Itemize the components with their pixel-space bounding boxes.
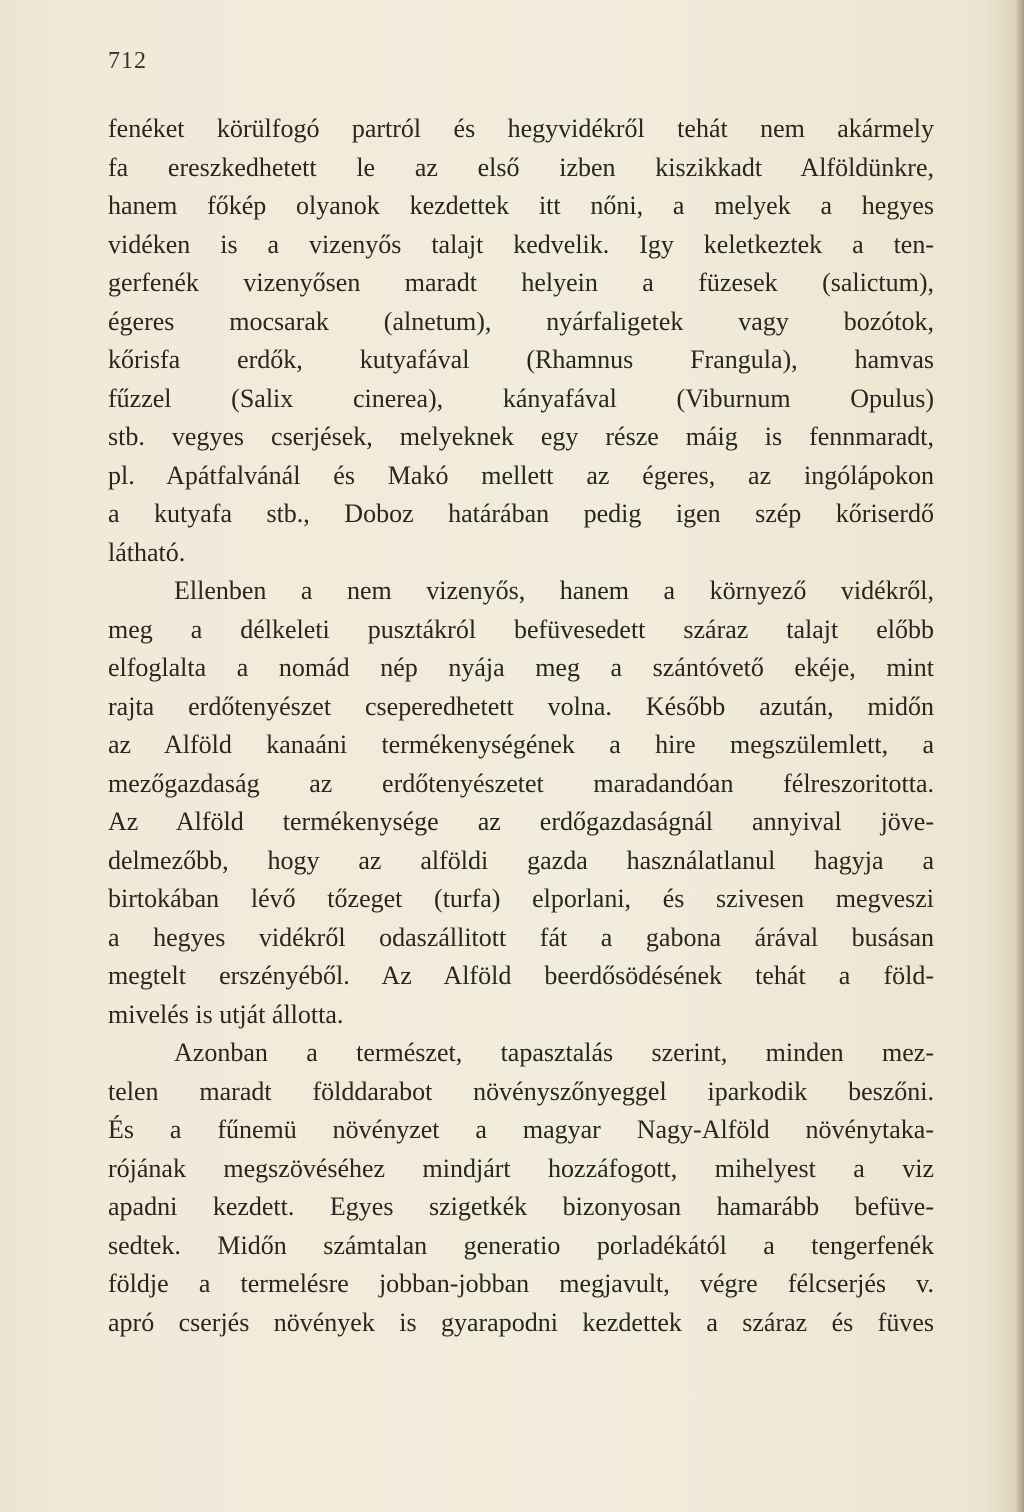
text-line: földje a termelésre jobban-jobban megjavult, végre félcserjés v. <box>108 1269 934 1298</box>
text-line: mezőgazdaság az erdőtenyészetet maradandóan félreszoritotta. <box>108 768 934 798</box>
text-line: birtokában lévő tőzeget (turfa) elporlani, és szivesen megveszi <box>108 884 934 913</box>
text-line: delmezőbb, hogy az alföldi gazda használatlanul hagyja a <box>108 845 934 875</box>
text-line: látható. <box>108 537 186 567</box>
body-text <box>108 110 934 1342</box>
text-line: fenéket körülfogó partról és hegyvidékről tehát nem akármely <box>108 114 934 143</box>
text-line: Az Alföld termékenysége az erdőgazdaságnál annyival jöve- <box>108 807 934 836</box>
text-line: fa ereszkedhetett le az első izben kiszikkadt Alföldünkre, <box>108 152 934 182</box>
text-line: vidéken is a vizenyős talajt kedvelik. Igy keletkeztek a ten- <box>108 229 934 259</box>
text-line: az Alföld kanaáni termékenységének a hire megszülemlett, a <box>108 730 934 759</box>
page-number: 712 <box>108 48 147 74</box>
text-line: meg a délkeleti pusztákról befüvesedett száraz talajt előbb <box>108 614 934 644</box>
text-line: hanem főkép olyanok kezdettek itt nőni, a melyek a hegyes <box>108 191 934 220</box>
text-line: Ellenben a nem vizenyős, hanem a környező vidékről, <box>174 576 934 605</box>
text-line: rajta erdőtenyészet cseperedhetett volna. Később azután, midőn <box>108 691 934 721</box>
text-line: kőrisfa erdők, kutyafával (Rhamnus Frangula), hamvas <box>108 345 934 374</box>
text-line: a hegyes vidékről odaszállitott fát a gabona árával busásan <box>108 922 934 952</box>
text-line: a kutyafa stb., Doboz határában pedig igen szép kőriserdő <box>108 499 934 528</box>
text-line: rójának megszövéséhez mindjárt hozzáfogott, mihelyest a viz <box>108 1153 934 1183</box>
text-line: apró cserjés növények is gyarapodni kezdettek a száraz és füves <box>108 1307 934 1337</box>
text-line: apadni kezdett. Egyes szigetkék bizonyosan hamarább befüve- <box>108 1192 934 1221</box>
text-line: gerfenék vizenyősen maradt helyein a füzesek (salictum), <box>108 268 934 297</box>
text-line: elfoglalta a nomád nép nyája meg a szántóvető ekéje, mint <box>108 653 934 682</box>
text-line: telen maradt földdarabot növényszőnyeggel iparkodik beszőni. <box>108 1076 934 1106</box>
text-line: mivelés is utját állotta. <box>108 999 344 1029</box>
text-line: sedtek. Midőn számtalan generatio porladékától a tengerfenék <box>108 1230 934 1260</box>
text-line: megtelt erszényéből. Az Alföld beerdősödésének tehát a föld- <box>108 961 934 990</box>
text-line: fűzzel (Salix cinerea), kányafával (Viburnum Opulus) <box>108 383 934 413</box>
text-line: stb. vegyes cserjések, melyeknek egy része máig is fennmaradt, <box>108 422 934 451</box>
text-line: És a fűnemü növényzet a magyar Nagy-Alföld növénytaka- <box>108 1115 934 1144</box>
text-line: Azonban a természet, tapasztalás szerint, minden mez- <box>174 1038 934 1067</box>
page-edge-shadow <box>1016 0 1024 1512</box>
text-line: égeres mocsarak (alnetum), nyárfaligetek vagy bozótok, <box>108 306 934 336</box>
text-line: pl. Apátfalvánál és Makó mellett az égeres, az ingólápokon <box>108 460 934 490</box>
